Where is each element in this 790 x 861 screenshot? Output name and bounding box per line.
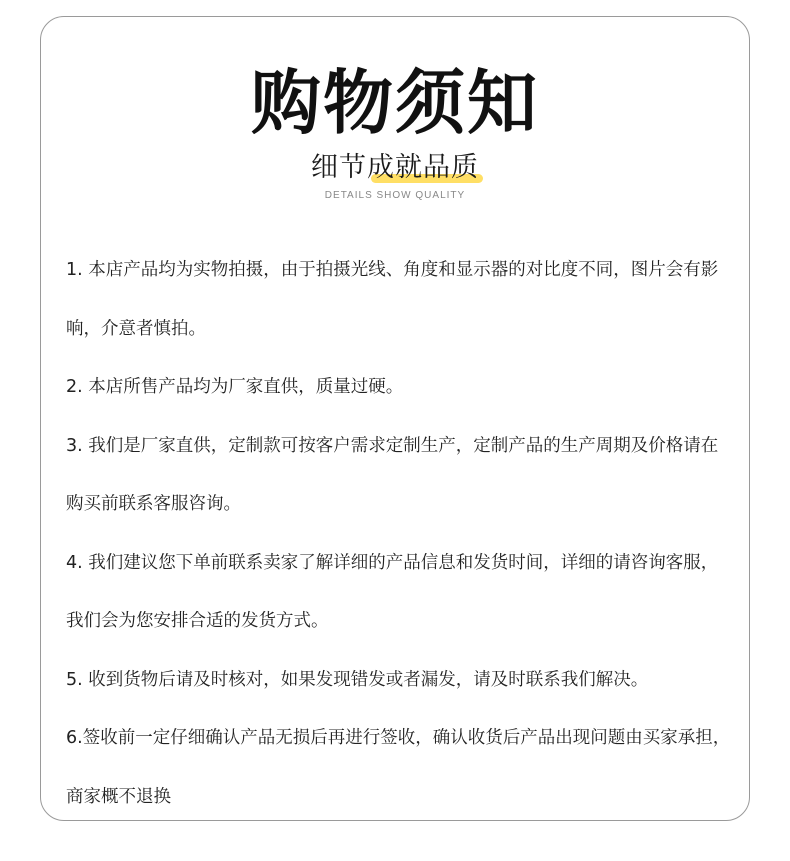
subtitle-text: 细节成就品质 bbox=[311, 152, 479, 183]
rule-item-2: 2. 本店所售产品均为厂家直供，质量过硬。 bbox=[66, 377, 404, 397]
rule-item-3: 3. 我们是厂家直供，定制款可按客户需求定制生产，定制产品的生产周期及价格请在购买前联系客服咨询。 bbox=[66, 435, 719, 514]
rules-list bbox=[66, 241, 734, 826]
rule-item-6: 6.签收前一定仔细确认产品无损后再进行签收，确认收货后产品出现问题由买家承担，商家概不退换 bbox=[66, 728, 731, 807]
rule-item-5: 5. 收到货物后请及时核对，如果发现错发或者漏发，请及时联系我们解决。 bbox=[66, 669, 649, 690]
page-title: 购物须知 bbox=[251, 62, 539, 144]
rule-item-4: 4. 我们建议您下单前联系卖家了解详细的产品信息和发货时间，详细的请咨询客服，我们会为您安排合适的发货方式。 bbox=[66, 552, 719, 631]
subtitle-english: DETAILS SHOW QUALITY bbox=[324, 190, 466, 201]
subtitle-wrap bbox=[41, 151, 749, 185]
notice-card bbox=[40, 16, 750, 821]
subtitle bbox=[311, 151, 479, 185]
rule-item-1: 1. 本店产品均为实物拍摄，由于拍摄光线、角度和显示器的对比度不同，图片会有影响，介意者慎拍。 bbox=[66, 260, 719, 339]
